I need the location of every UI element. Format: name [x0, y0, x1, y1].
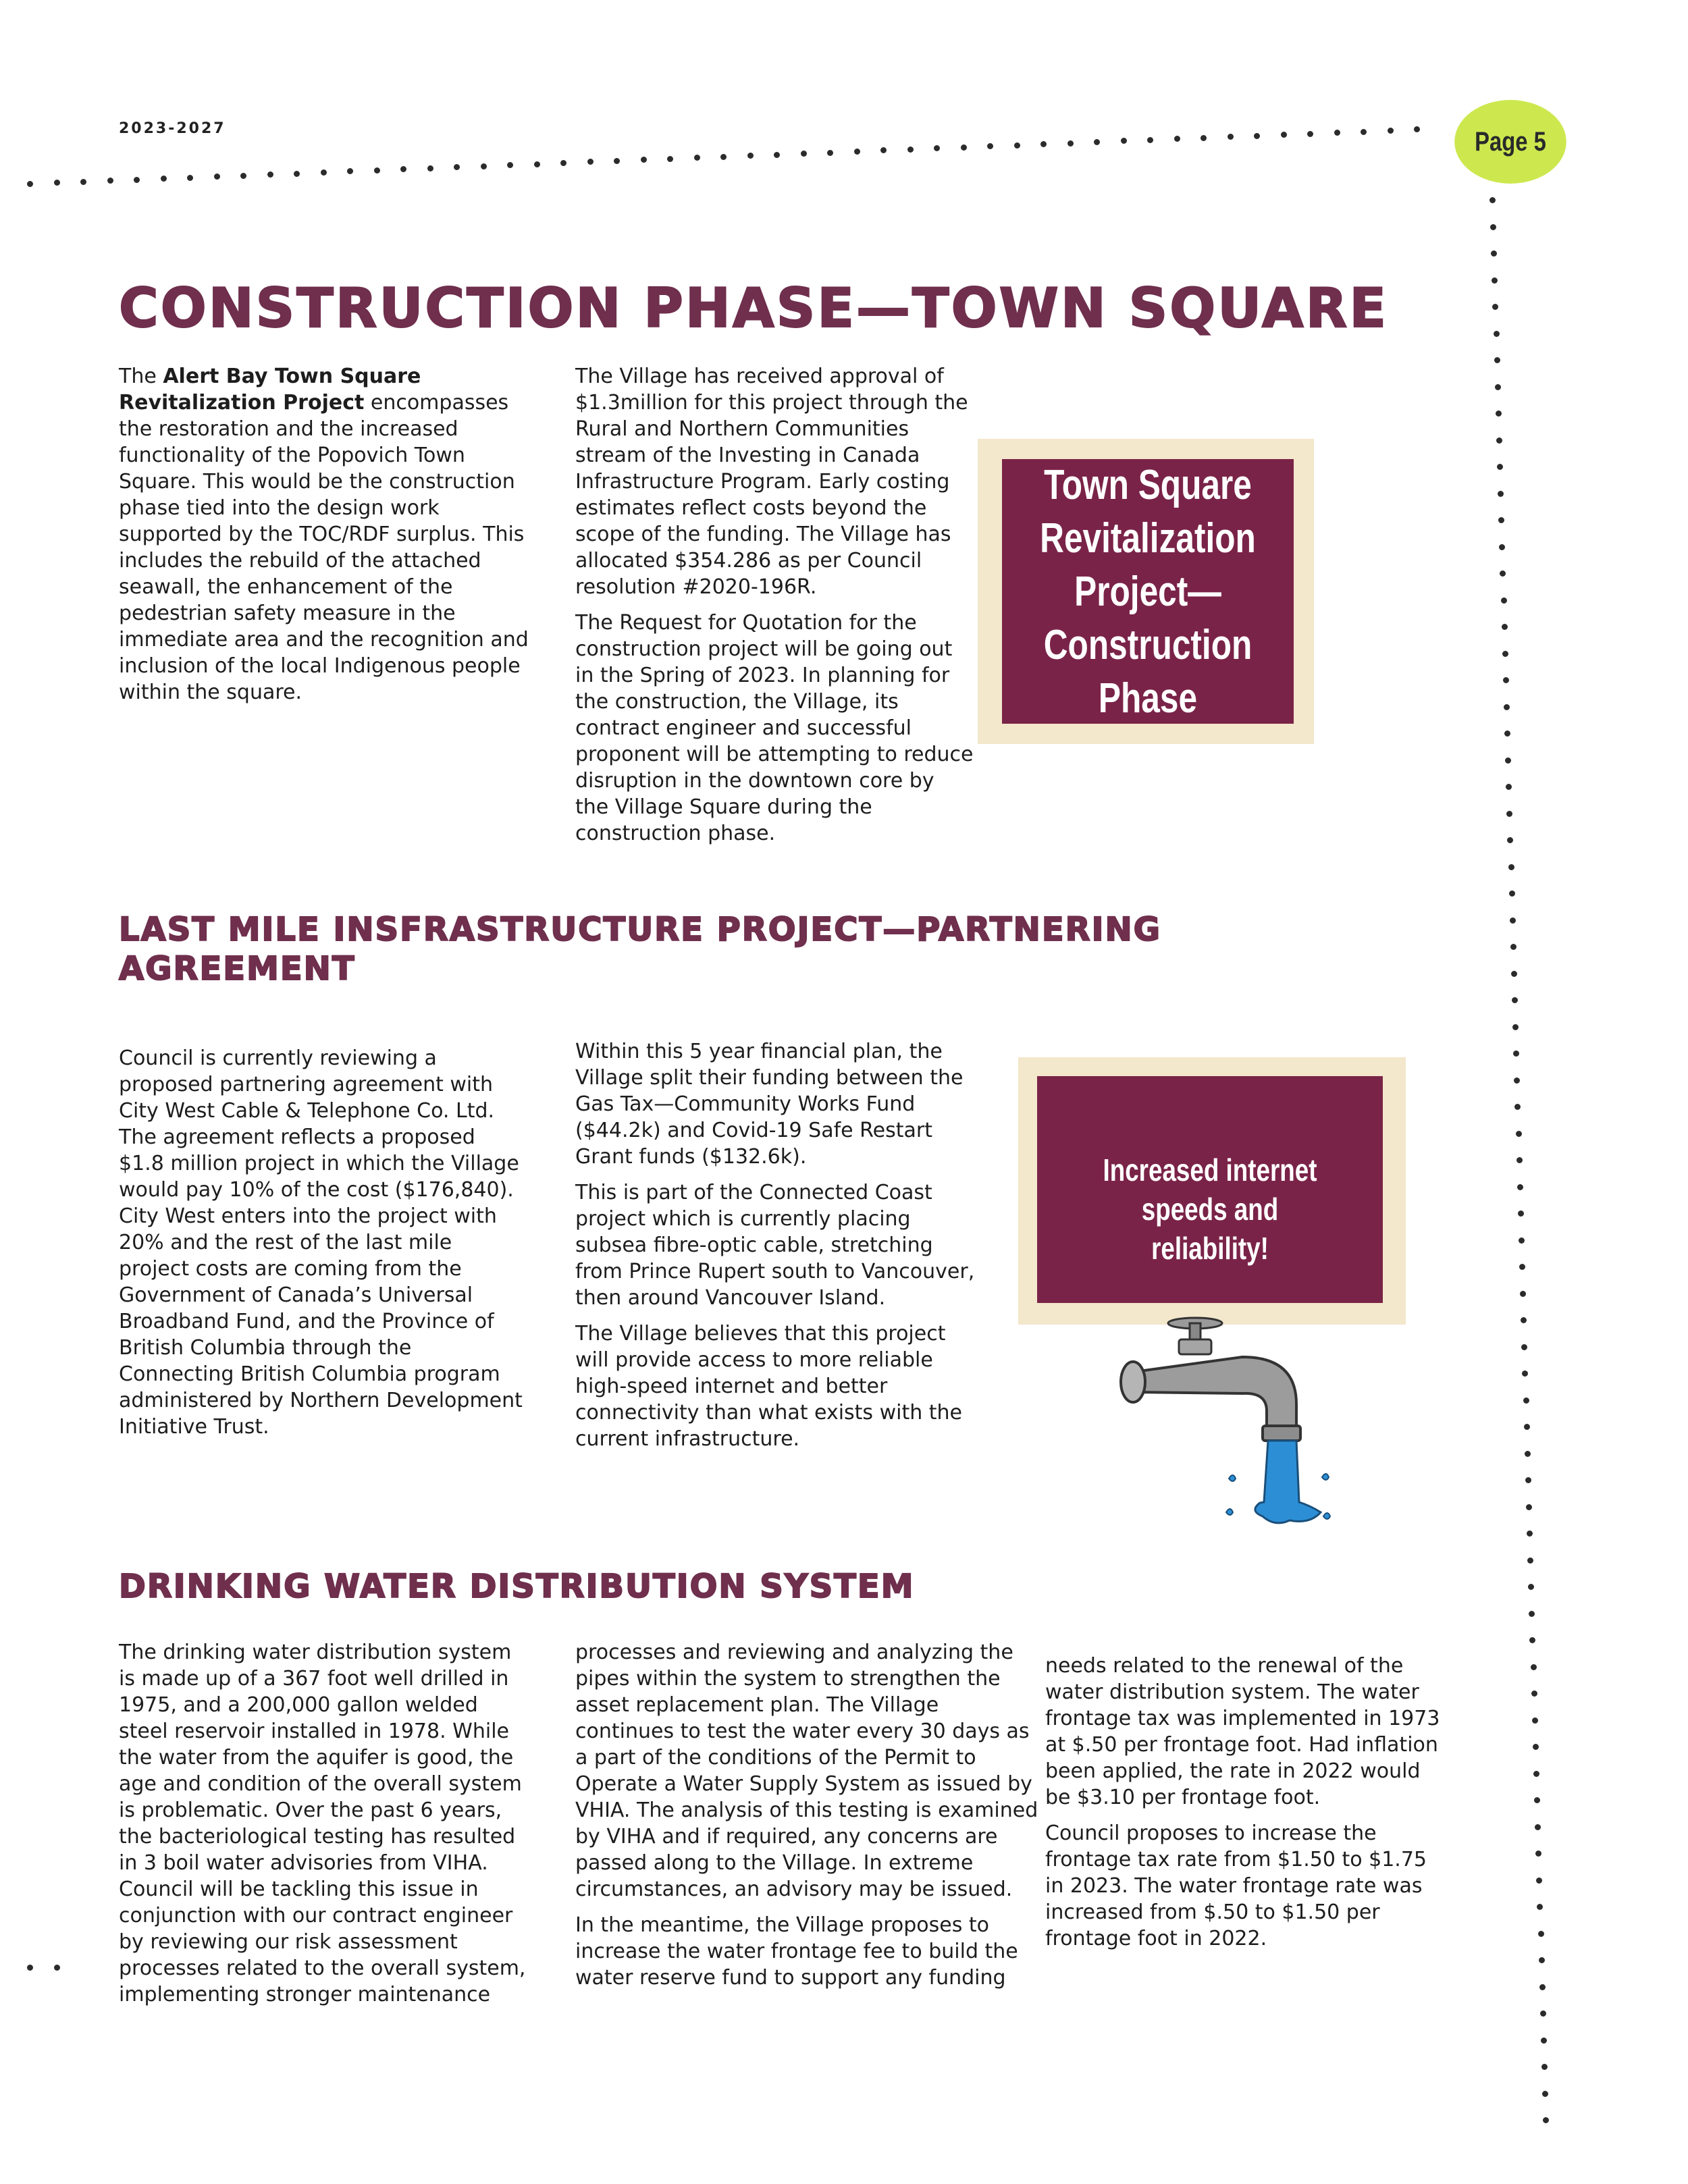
water-drop [1229, 1475, 1236, 1481]
border-dot [481, 163, 487, 169]
border-dot [934, 145, 940, 151]
border-dot [1504, 730, 1510, 737]
faucet-body [1134, 1357, 1296, 1431]
border-dot [267, 171, 273, 178]
callout-line: Project— [1074, 568, 1221, 615]
border-dot [507, 162, 513, 168]
callout-line: Construction Phase [1043, 621, 1252, 722]
partnering-paragraph: Council is currently reviewing a proposed partnering agreement with City West Cable & Telephone Co. Ltd. The agreement reflects a proposed $1.8 million project in which the Village would pay 10% of the cost ($176,840). City West enters into the project with 20% and the rest of the last mile project costs are coming from the Government of Canada’s Universal Broadband Fund, and the Province of British Columbia through the Connecting British Columbia program administered by Northern Development Initiative Trust. [119, 1046, 523, 1439]
border-dot [1543, 2117, 1549, 2123]
border-dot [1492, 277, 1498, 284]
border-dot [1542, 2091, 1548, 2097]
border-dot [1529, 1637, 1535, 1643]
border-dot [1502, 651, 1508, 657]
border-dot [107, 178, 113, 184]
border-dot [1121, 138, 1127, 144]
border-dot [1500, 570, 1506, 577]
last-mile-column-2 [575, 1038, 980, 1462]
border-dot [1508, 864, 1514, 870]
border-dot [1526, 1504, 1532, 1510]
dotted-border-right [1452, 189, 1587, 2181]
border-dot [987, 143, 993, 149]
border-dot [641, 157, 647, 163]
border-dot [1490, 224, 1496, 230]
border-dot [240, 173, 246, 179]
border-dot [1307, 131, 1313, 137]
water-stream [1255, 1441, 1321, 1523]
border-dot [1538, 1931, 1544, 1937]
border-dot [1509, 890, 1515, 897]
border-dot [1494, 331, 1500, 337]
border-dot [1525, 1451, 1531, 1457]
border-dot [1014, 142, 1020, 149]
border-dot [614, 158, 620, 164]
border-dot [427, 165, 433, 171]
border-dot [1507, 837, 1513, 843]
border-dot [1529, 1611, 1535, 1617]
section-title-line: LAST MILE INSFRASTRUCTURE PROJECT—PARTNERING [119, 911, 1162, 949]
border-dot [1494, 357, 1500, 363]
border-dot [1094, 139, 1100, 145]
border-dot [1498, 517, 1504, 523]
border-dot [1505, 757, 1511, 764]
border-dot [1040, 141, 1047, 147]
border-dot [1512, 1024, 1519, 1030]
water-testing-paragraph: processes and reviewing and analyzing the pipes within the system to strengthen the asset replacement plan. The Village continues to test the water every 30 days as a part of the conditions of the Permit to Operate a Water Supply System as issued by VHIA. The analysis of this testing is examined by VIHA and if required, any concerns are passed along to the Village. In extreme circumstances, an advisory may be issued. [575, 1641, 1038, 1901]
border-dot [1532, 1717, 1538, 1724]
frontage-tax-proposal-paragraph: Council proposes to increase the frontage tax rate from $1.50 to $1.75 in 2023. The water frontage rate was increased from $.50 to $1.50 per frontage foot in 2022. [1045, 1821, 1427, 1950]
border-dot [1535, 1850, 1541, 1857]
border-dot [1541, 2064, 1548, 2070]
border-dot [400, 166, 406, 172]
border-dot [1491, 250, 1497, 257]
border-dot [534, 161, 540, 167]
border-dot [1536, 1877, 1542, 1884]
border-dot [1361, 129, 1367, 135]
border-dot [1506, 784, 1512, 790]
border-dot [1174, 136, 1180, 142]
border-dot [1524, 1424, 1530, 1430]
border-dot [1534, 1797, 1540, 1803]
border-dot [1539, 1957, 1545, 1963]
border-dot [587, 159, 594, 165]
border-dot [1334, 130, 1340, 136]
border-dot [1528, 1584, 1534, 1590]
border-dot [961, 144, 967, 151]
faucet-inlet [1121, 1362, 1145, 1402]
border-dot [347, 168, 353, 174]
border-dot [1516, 1157, 1523, 1163]
border-dot [80, 179, 86, 185]
border-dot [1535, 1824, 1541, 1830]
border-dot [1539, 1984, 1546, 1990]
border-dot [1514, 1077, 1520, 1084]
dotted-border-top [0, 0, 1688, 203]
border-dot [294, 171, 300, 177]
border-dot [1499, 544, 1505, 550]
project-name: Alert Bay Town Square Revitalization Project [119, 365, 421, 415]
border-dot [1523, 1397, 1529, 1404]
year-range: 2023-2027 [119, 120, 226, 137]
border-dot [1506, 811, 1512, 817]
faucet-spout [1263, 1426, 1300, 1441]
border-dot [1496, 410, 1502, 417]
border-dot [1540, 2010, 1546, 2017]
border-dot [1512, 997, 1518, 1003]
border-dot [801, 151, 807, 157]
border-dot [1519, 1237, 1525, 1244]
border-dot [1531, 1690, 1537, 1697]
border-dot [1520, 1291, 1526, 1297]
water-faucet-icon [1107, 1310, 1337, 1533]
section-title-town-square: CONSTRUCTION PHASE—TOWN SQUARE [119, 277, 1388, 340]
drinking-water-column-3 [1045, 1653, 1450, 1961]
border-dot [1511, 971, 1517, 977]
border-dot [827, 150, 833, 156]
border-dot [1501, 597, 1507, 604]
border-dot [1537, 1904, 1543, 1910]
border-dot [1489, 197, 1496, 203]
section-title-last-mile [119, 910, 1161, 988]
border-dot [1533, 1771, 1539, 1777]
page-number-badge [1454, 100, 1566, 184]
callout-line: Increased internet speeds and [1103, 1152, 1317, 1227]
section-title-line: AGREEMENT [119, 950, 356, 988]
border-dot [720, 154, 727, 160]
border-dot [1201, 135, 1207, 141]
callout-line: Town Square [1044, 461, 1252, 508]
frontage-fee-paragraph: In the meantime, the Village proposes to increase the water frontage fee to build the water reserve fund to support any funding [575, 1913, 1018, 1990]
border-dot [1541, 2037, 1547, 2044]
intro-body: encompasses the restoration and the increased functionality of the Popovich Town Square. This would be the construction phase tied into the design work supported by the TOC/RDF surplus. This includes the rebuild of the attached seawall, the enhancement of the pedestrian safety measure in the immediate area and the recognition and inclusion of the local Indigenous people within the square. [119, 391, 529, 704]
border-dot [1533, 1744, 1539, 1750]
border-dot [161, 176, 167, 182]
border-dot [880, 147, 887, 153]
border-dot [1492, 304, 1498, 310]
page-label: Page 5 [1475, 126, 1546, 157]
border-dot [1503, 677, 1509, 683]
water-drop [1323, 1513, 1330, 1519]
funding-split-paragraph: Within this 5 year financial plan, the Village split their funding between the Gas Tax—Community Works Fund ($44.2k) and Covid-19 Safe Restart Grant funds ($132.6k). [575, 1040, 964, 1169]
border-dot [1516, 1131, 1522, 1137]
internet-callout [1037, 1076, 1383, 1303]
water-drop [1226, 1509, 1233, 1515]
border-dot [1388, 128, 1394, 134]
border-dot [1147, 137, 1153, 143]
border-dot [187, 175, 193, 181]
border-dot [1527, 1557, 1533, 1564]
border-dot [1514, 1104, 1521, 1110]
border-dot [907, 147, 914, 153]
border-dot [1521, 1344, 1527, 1350]
water-drop [1322, 1474, 1329, 1480]
border-dot [1414, 126, 1420, 132]
connected-coast-paragraph: This is part of the Connected Coast project which is currently placing subsea fibre-optic cable, stretching from Prince Rupert south to Vancouver, then around Vancouver Island. [575, 1181, 975, 1310]
intro-prefix: The [119, 365, 163, 388]
border-dot [667, 156, 673, 162]
border-dot [54, 180, 60, 186]
border-dot [854, 149, 860, 155]
callout-line: Revitalization [1040, 514, 1256, 562]
border-dot [27, 1965, 33, 1971]
drinking-water-column-2 [575, 1639, 1041, 2000]
border-dot [1513, 1050, 1519, 1057]
benefits-paragraph: The Village believes that this project will provide access to more reliable high-speed internet and better connectivity than what exists with the current infrastructure. [575, 1322, 963, 1451]
border-dot [1519, 1264, 1525, 1270]
border-dot [1228, 134, 1234, 140]
border-dot [374, 167, 380, 174]
border-dot [134, 177, 140, 183]
last-mile-column-1 [119, 1045, 524, 1449]
border-dot [747, 153, 754, 159]
border-dot [1531, 1664, 1537, 1670]
town-square-column-2 [575, 363, 974, 856]
rfq-paragraph: The Request for Quotation for the construction project will be going out in the Spring of 2023. In planning for the construction, the Village, its contract engineer and successful proponent will be attempting to reduce disruption in the downtown core by the Village Square during the construction phase. [575, 611, 974, 845]
border-dot [321, 169, 327, 176]
border-dot [1521, 1317, 1527, 1323]
funding-paragraph: The Village has received approval of $1.3million for this project through the Rural and Northern Communities stream of the Investing in Canada Infrastructure Program. Early costing estimates reflect costs beyond the scope of the funding. The Village has allocated $354.286 as per Council resolution #2020-196R. [575, 365, 968, 599]
border-dot [1495, 384, 1501, 390]
border-dot [27, 181, 33, 187]
border-dot [1527, 1530, 1533, 1537]
border-dot [1497, 464, 1503, 470]
faucet-handle [1168, 1318, 1222, 1354]
border-dot [560, 160, 566, 166]
frontage-tax-history-paragraph: needs related to the renewal of the water distribution system. The water frontage tax was implemented in 1973 at $.50 per frontage foot. Had inflation been applied, the rate in 2022 would be $3.10 per frontage foot. [1045, 1654, 1440, 1809]
border-dot [454, 164, 460, 170]
border-dot [1502, 624, 1508, 630]
border-dot [54, 1965, 60, 1971]
border-dot [1525, 1477, 1531, 1483]
border-dot [1496, 437, 1502, 444]
border-dot [1504, 704, 1510, 710]
border-dot [1522, 1370, 1528, 1377]
section-title-drinking-water: DRINKING WATER DISTRIBUTION SYSTEM [119, 1568, 915, 1605]
border-dot [1518, 1210, 1524, 1217]
border-dot [1254, 133, 1260, 139]
border-dot [774, 152, 780, 158]
border-dot [694, 155, 700, 161]
drinking-water-column-1 [119, 1639, 531, 2017]
callout-line: reliability! [1151, 1231, 1269, 1266]
border-dot [1281, 132, 1287, 138]
town-square-column-1 [119, 363, 531, 715]
border-dot [1510, 917, 1516, 924]
border-dot [1517, 1184, 1523, 1190]
water-system-paragraph: The drinking water distribution system is made up of a 367 foot well drilled in 1975, and a 200,000 gallon welded steel reservoir installed in 1978. While the water from the aquifer is good, the age and condition of the overall system is problematic. Over the past 6 years, the bacteriological testing has resulted in 3 boil water advisories from VIHA. Council will be tackling this issue in conjunction with our contract engineer by reviewing our risk assessment processes related to the overall system, implementing stronger maintenance [119, 1641, 526, 2006]
border-dot [1067, 140, 1074, 147]
border-dot [1498, 491, 1504, 497]
border-dot [214, 174, 220, 180]
border-dot [1510, 944, 1516, 950]
town-square-callout [1002, 459, 1294, 724]
